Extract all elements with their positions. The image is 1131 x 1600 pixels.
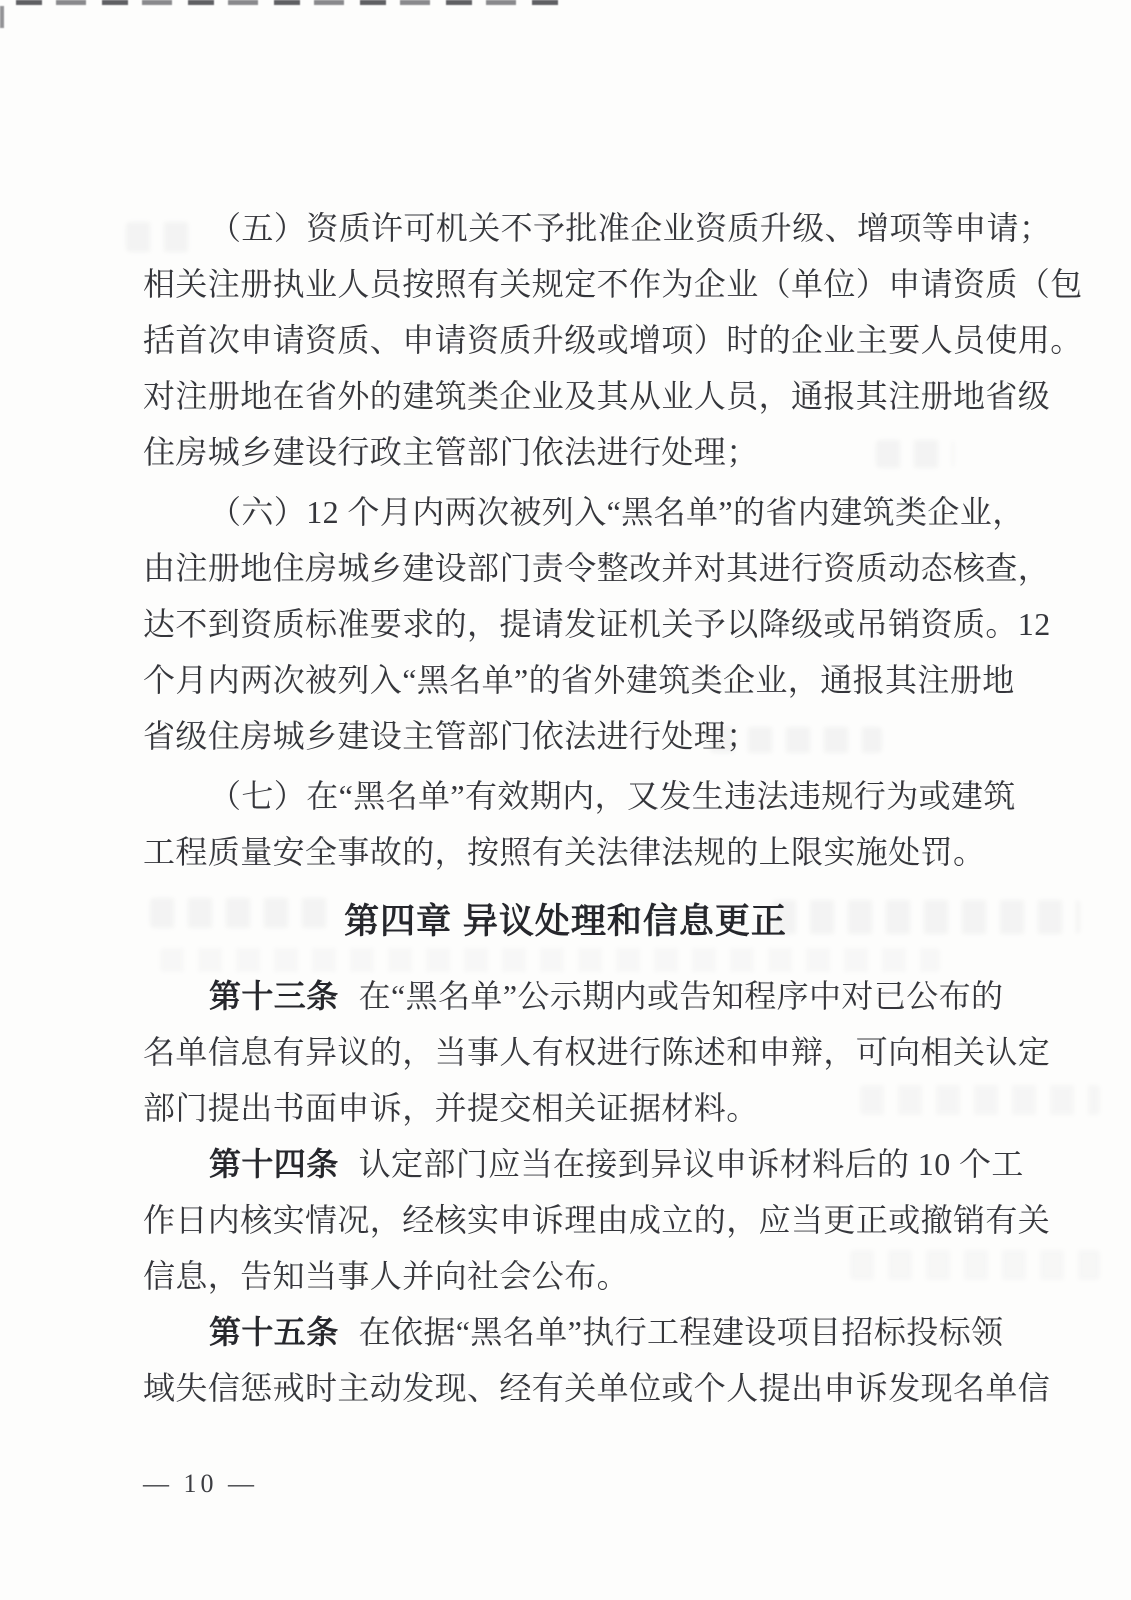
text-line: 信息，告知当事人并向社会公布。 [143,1258,630,1294]
text-line: 域失信惩戒时主动发现、经有关单位或个人提出申诉发现名单信 [143,1370,1051,1406]
chapter-heading: 第四章 异议处理和信息更正 [344,902,787,941]
text-line: （五）资质许可机关不予批准企业资质升级、增项等申请； [209,210,1052,246]
text-line: （七）在“黑名单”有效期内，又发生违法违规行为或建筑 [209,778,1016,814]
text-line: 达不到资质标准要求的，提请发证机关予以降级或吊销资质。12 [143,606,1051,642]
article-15-label: 第十五条 [209,1314,339,1350]
clause-6-paragraph [143,484,1051,764]
text-line: 对注册地在省外的建筑类企业及其从业人员，通报其注册地省级 [143,378,1051,414]
article-14-paragraph [143,1136,1051,1304]
text-line: 名单信息有异议的，当事人有权进行陈述和申辩，可向相关认定 [143,1034,1051,1070]
scan-edge-mark [0,6,4,28]
text-line: 部门提出书面申诉，并提交相关证据材料。 [143,1090,759,1126]
page-number: — 10 — [143,1469,258,1498]
text-line: 省级住房城乡建设主管部门依法进行处理； [143,718,759,754]
article-15-lead-text: 在依据“黑名单”执行工程建设项目招标投标领 [358,1314,1004,1350]
scan-edge-artifact [16,0,572,5]
text-line [143,1304,1004,1360]
clause-5-paragraph [143,200,1083,480]
text-line: 括首次申请资质、申请资质升级或增项）时的企业主要人员使用。 [143,322,1083,358]
text-line: 住房城乡建设行政主管部门依法进行处理； [143,434,759,470]
article-13-label: 第十三条 [209,978,339,1014]
text-line: 相关注册执业人员按照有关规定不作为企业（单位）申请资质（包 [143,266,1083,302]
text-line [143,1136,1024,1192]
clause-7-paragraph [143,768,1016,880]
text-line: 工程质量安全事故的，按照有关法律法规的上限实施处罚。 [143,834,986,870]
article-15-paragraph [143,1304,1051,1416]
article-13-lead-text: 在“黑名单”公示期内或告知程序中对已公布的 [358,978,1004,1014]
article-14-label: 第十四条 [209,1146,339,1182]
text-line: 作日内核实情况，经核实申诉理由成立的，应当更正或撤销有关 [143,1202,1051,1238]
text-line: 由注册地住房城乡建设部门责令整改并对其进行资质动态核查， [143,550,1051,586]
article-13-paragraph [143,968,1051,1136]
text-line: （六）12 个月内两次被列入“黑名单”的省内建筑类企业， [209,494,1025,530]
article-14-lead-text: 认定部门应当在接到异议申诉材料后的 10 个工 [358,1146,1024,1182]
text-line [143,968,1004,1024]
text-line: 个月内两次被列入“黑名单”的省外建筑类企业，通报其注册地 [143,662,1015,698]
